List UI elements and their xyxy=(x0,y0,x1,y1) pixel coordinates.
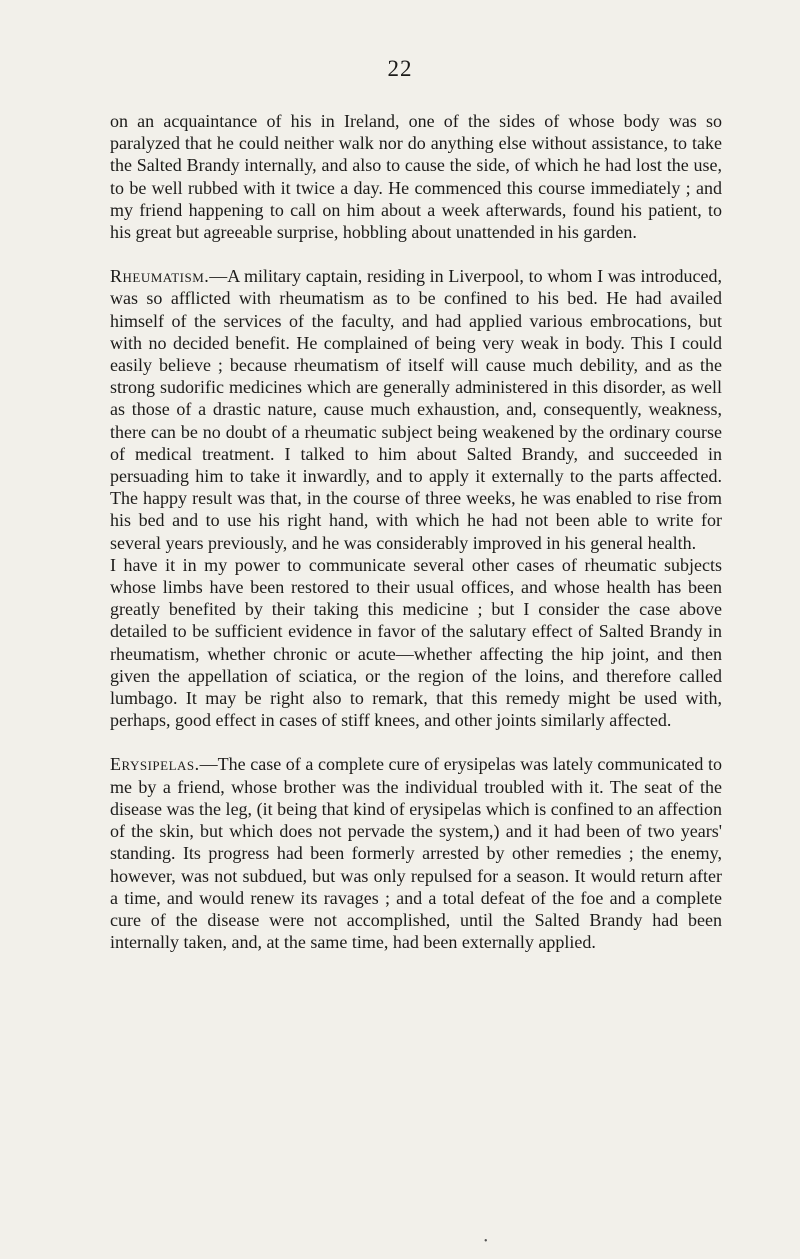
paragraph-text: —A military captain, residing in Liverpool, to whom I was introduced, was so afflicted with rheumatism as to be confined to his bed. He had availed himself of the services of the faculty, and had applied various embrocations, but with no decided benefit. He complained of being very weak in body. This I could easily believe ; because rheumatism of itself will cause much debility, and as the strong sudorific medicines which are generally administered in this disorder, as well as those of a drastic nature, cause much exhaustion, and, consequently, weakness, there can be no doubt of a rheumatic subject being weakened by the ordinary course of medical treatment. I talked to him about Salted Brandy, and succeeded in persuading him to take it inwardly, and to apply it externally to the parts affected. The happy result was that, in the course of three weeks, he was enabled to rise from his bed and to use his right hand, with which he had not been able to write for several years previously, and he was considerably improved in his general health. xyxy=(110,266,722,553)
paragraph-rheumatism xyxy=(110,265,722,554)
paragraph-erysipelas xyxy=(110,753,722,953)
paragraph-paralysis-case xyxy=(110,110,722,243)
page-number: 22 xyxy=(387,56,413,81)
section-heading-erysipelas: Erysipelas. xyxy=(110,754,200,775)
paragraph-text: —The case of a complete cure of erysipelas was lately communicated to me by a friend, whose brother was the individual troubled with it. The seat of the disease was the leg, (it being that kind of erysipelas which is confined to an affection of the skin, but which does not pervade the system,) and it had been of two years' standing. Its progress had been formerly arrested by other remedies ; the enemy, however, was not subdued, but was only repulsed for a season. It would return after a time, and would renew its ravages ; and a total defeat of the foe and a complete cure of the disease were not accomplished, until the Salted Brandy had been internally taken, and, at the same time, had been externally applied. xyxy=(110,754,722,953)
printer-mark: • xyxy=(484,1236,488,1247)
paragraph-text: on an acquaintance of his in Ireland, one of the sides of whose body was so paralyzed that he could neither walk nor do anything else without assistance, to take the Salted Brandy internally, and also to cause the side, of which he had lost the use, to be well rubbed with it twice a day. He commenced this course immediately ; and my friend happening to call on him about a week afterwards, found his patient, to his great but agreeable surprise, hobbling about unattended in his garden. xyxy=(110,111,722,243)
body-text xyxy=(110,110,722,953)
paragraph-text: I have it in my power to communicate several other cases of rheumatic subjects whose limbs have been restored to their usual offices, and whose health has been greatly benefited by their taking this medicine ; but I consider the case above detailed to be sufficient evidence in favor of the salutary effect of Salted Brandy in rheumatism, whether chronic or acute—whether affecting the hip joint, and then given the appellation of sciatica, or the region of the loins, and therefore called lumbago. It may be right also to remark, that this remedy might be used with, perhaps, good effect in cases of stiff knees, and other joints similarly affected. xyxy=(110,554,722,731)
paragraph-rheumatism-other-cases xyxy=(110,554,722,732)
section-heading-rheumatism: Rheumatism. xyxy=(110,266,210,287)
